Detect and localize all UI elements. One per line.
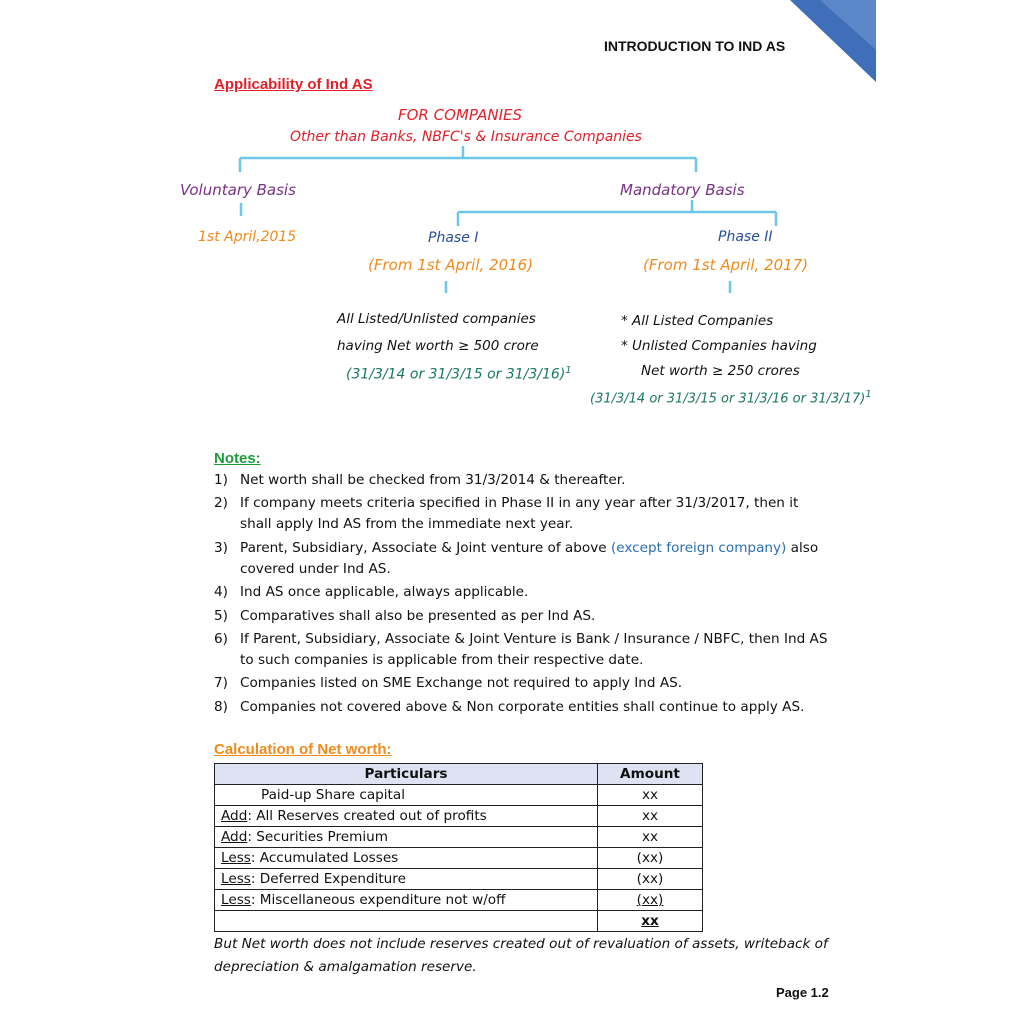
- note-text: Ind AS once applicable, always applicable.: [240, 584, 529, 601]
- phase2-date: (From 1st April, 2017): [643, 256, 809, 274]
- row-amount: (xx): [598, 869, 703, 890]
- mandatory-basis-label: Mandatory Basis: [620, 181, 745, 199]
- table-row: [215, 827, 703, 848]
- note-item: [214, 582, 830, 603]
- note-number: 2): [214, 495, 228, 512]
- header-particulars: Particulars: [215, 764, 598, 785]
- note-number: 1): [214, 472, 228, 488]
- row-particular: Less: Miscellaneous expenditure not w/off: [215, 890, 598, 911]
- note-text: Net worth shall be checked from 31/3/2014 & thereafter.: [240, 472, 626, 488]
- row-amount: xx: [598, 806, 703, 827]
- row-particular: Less: Accumulated Losses: [215, 848, 598, 869]
- note-text: If Parent, Subsidiary, Associate & Joint Venture is Bank / Insurance / NBFC, then Ind AS to such companies is applicable from their respective date.: [240, 630, 828, 668]
- table-row-total: [215, 911, 703, 932]
- row-amount: (xx): [598, 848, 703, 869]
- note-item: [214, 673, 830, 694]
- note-number: 4): [214, 584, 228, 601]
- note-item: [214, 697, 830, 718]
- note-item: [214, 470, 830, 491]
- phase1-line1: All Listed/Unlisted companies: [337, 311, 536, 327]
- voluntary-basis-label: Voluntary Basis: [180, 181, 296, 199]
- header-title: INTRODUCTION TO IND AS: [604, 38, 786, 54]
- note-number: 3): [214, 539, 228, 556]
- phase2-label: Phase II: [718, 229, 773, 245]
- note-highlight: (except foreign company): [610, 539, 787, 556]
- row-particular: Less: Deferred Expenditure: [215, 869, 598, 890]
- note-number: 8): [214, 698, 228, 715]
- note-item: [214, 629, 830, 671]
- total-amount: xx: [598, 911, 703, 932]
- phase1-line2: having Net worth ≥ 500 crore: [337, 338, 539, 354]
- networth-title: Calculation of Net worth:: [214, 741, 392, 758]
- diagram-top-line2: Other than Banks, NBFC's & Insurance Companies: [290, 129, 642, 145]
- header-amount: Amount: [598, 764, 703, 785]
- note-text: If company meets criteria specified in Phase II in any year after 31/3/2017, then it shall apply Ind AS from the immediate next year.: [240, 495, 799, 533]
- phase1-label: Phase I: [428, 230, 479, 246]
- table-row: [215, 890, 703, 911]
- notes-list: [214, 470, 830, 720]
- note-item: [214, 493, 830, 535]
- table-row: [215, 785, 703, 806]
- row-amount: xx: [598, 827, 703, 848]
- row-particular: [215, 911, 598, 932]
- row-particular: Add: Securities Premium: [215, 827, 598, 848]
- note-text: Companies not covered above & Non corporate entities shall continue to apply AS.: [240, 698, 805, 715]
- phase1-date: (From 1st April, 2016): [368, 256, 534, 274]
- table-row: [215, 806, 703, 827]
- note-number: 7): [214, 675, 228, 692]
- phase2-line1: * All Listed Companies: [621, 313, 774, 329]
- phase1-footnote-mark: 1: [565, 365, 572, 376]
- note-number: 6): [214, 630, 228, 647]
- table-row: [215, 869, 703, 890]
- note-item: [214, 538, 830, 580]
- table-header-row: [215, 764, 703, 785]
- note-text: Companies listed on SME Exchange not required to apply Ind AS.: [240, 675, 683, 692]
- networth-table: [214, 763, 703, 932]
- row-particular: Paid-up Share capital: [215, 785, 598, 806]
- diagram-top-line1: FOR COMPANIES: [398, 106, 523, 124]
- page-number: Page 1.2: [776, 985, 829, 1000]
- phase1-line3: (31/3/14 or 31/3/15 or 31/3/16)$^1$: [346, 365, 572, 383]
- applicability-title: Applicability of Ind AS: [214, 76, 373, 93]
- row-amount: (xx): [598, 890, 703, 911]
- row-particular: Add: All Reserves created out of profits: [215, 806, 598, 827]
- note-item: [214, 606, 830, 627]
- row-amount: xx: [598, 785, 703, 806]
- note-number: 5): [214, 607, 228, 624]
- networth-footnote: But Net worth does not include reserves created out of revaluation of assets, writeback of depreciation & amalgamation reserve.: [214, 936, 828, 975]
- phase2-line4: (31/3/14 or 31/3/15 or 31/3/16 or 31/3/17)$^1$: [590, 389, 872, 407]
- phase2-footnote-mark: 1: [865, 389, 872, 400]
- notes-title: Notes:: [214, 450, 261, 467]
- phase2-line2: * Unlisted Companies having: [621, 338, 817, 354]
- phase2-line3: Net worth ≥ 250 crores: [641, 363, 800, 379]
- voluntary-date: 1st April,2015: [198, 229, 297, 245]
- note-text: Parent, Subsidiary, Associate & Joint venture of above (except foreign company) also covered under Ind AS.: [240, 539, 819, 577]
- note-text: Comparatives shall also be presented as per Ind AS.: [240, 607, 596, 624]
- table-row: [215, 848, 703, 869]
